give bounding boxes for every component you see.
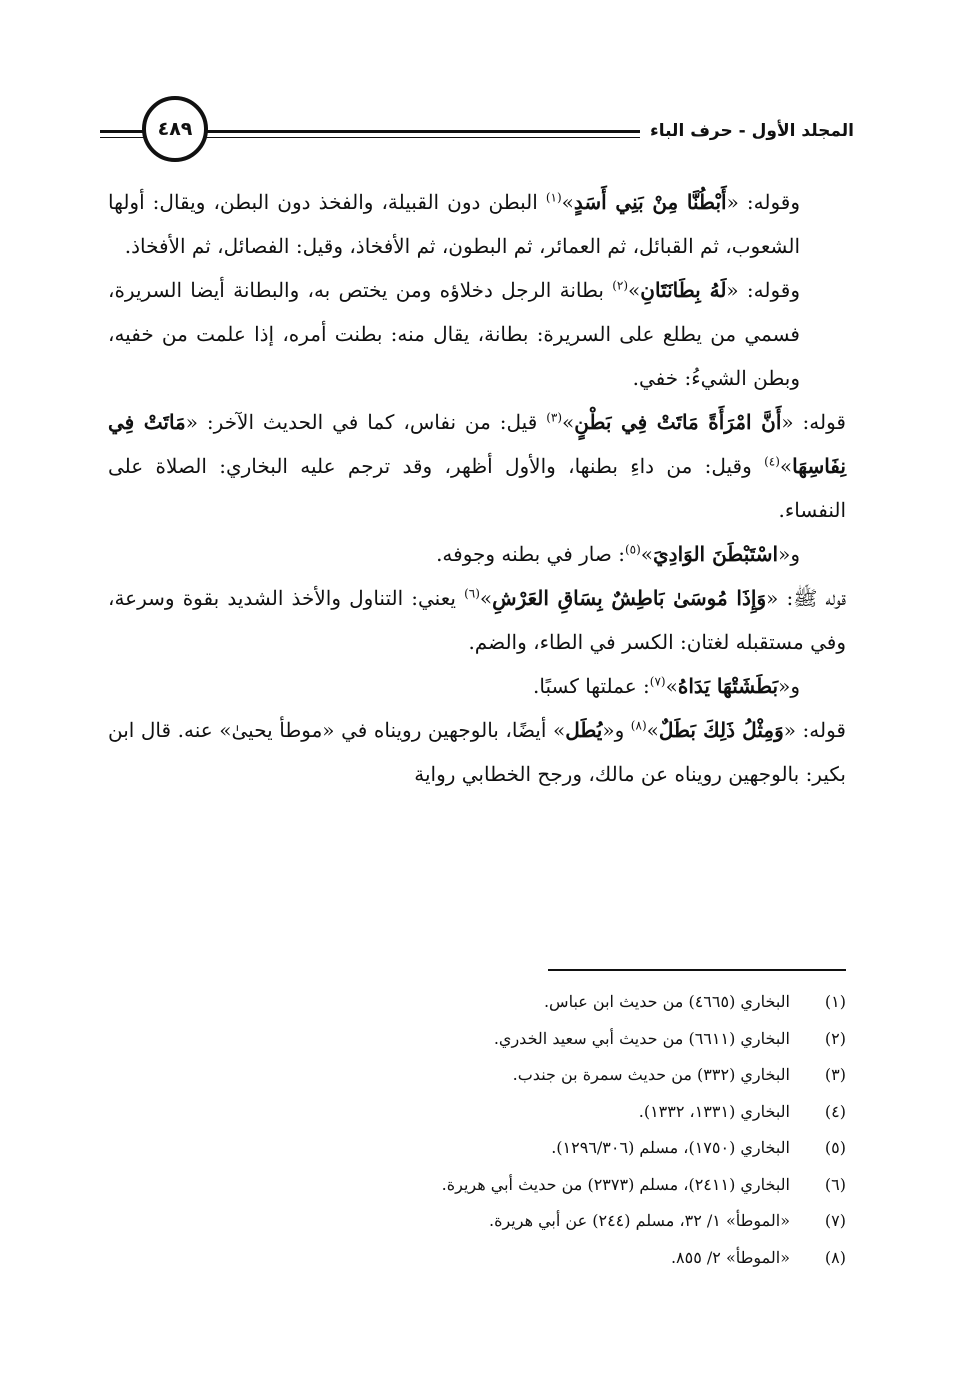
footnote-ref: (٤) [764,454,780,469]
footnote-ref: (٦) [464,586,480,601]
paragraph [108,532,846,576]
paragraph [108,180,846,268]
footnote-separator [548,969,846,971]
text-run: » [562,410,575,434]
footnote [108,1203,846,1240]
footnote-number: (٧) [824,1211,846,1230]
text-run: و« [602,718,631,742]
footnote-ref: (٣) [546,410,563,425]
footnote-text: «الموطأ» ٢/ ٨٥٥. [670,1247,790,1267]
page-number-badge [142,96,208,162]
paragraph [108,664,846,708]
text-run: » أيضًا، بالوجهين رويناه في «موطأ يحيىٰ» عنه. قال ابن بكير: بالوجهين رويناه عن مالك، ورجح الخطابي رواية [108,718,846,786]
text-run: » [779,454,793,478]
text-run: قيل: من نفاس، كما في الحديث الآخر: « [185,410,547,434]
text-run: : عملتها كسبًا. [533,674,650,698]
footnote-text: البخاري (٢٤١١)، مسلم (٢٣٧٣) من حديث أبي هريرة. [441,1174,790,1194]
hadith-quote: أَبْطُنَّا مِنْ بَنِي أَسَدٍ [573,190,727,214]
footnote [108,1021,846,1058]
footnote [108,1130,846,1167]
footnote [108,1094,846,1131]
page-number: ٤٨٩ [157,118,193,140]
footnote-number: (٤) [824,1101,846,1121]
footnote [108,1057,846,1094]
footnote-number: (٨) [824,1247,846,1267]
hadith-quote: وَمِثْلُ ذَلِكَ بَطَلٌ [658,718,784,742]
text-run: » [640,542,654,566]
footnote [108,1240,846,1277]
footnote-text: «الموطأ» ١/ ٣٢، مسلم (٢٤٤) عن أبي هريرة. [488,1211,790,1230]
hadith-quote: اسْتَبْطَنَ الوَادِيَ [653,542,779,566]
text-run: وقوله: « [726,190,800,214]
hadith-quote: وَإِذَا مُوسَىٰ بَاطِشٌ بِسَاقِ العَرْشِ [492,586,767,610]
footnote [108,1167,846,1204]
text-run: قوله: « [781,410,846,434]
text-run: : صار في بطنه وجوفه. [436,542,625,566]
text-run: » [479,586,493,610]
text-run: و« [778,542,800,566]
paragraph [108,708,846,796]
text-run: » [646,718,659,742]
text-run: بطانة الرجل دخلاؤه ومن يختص به، والبطانة أيضا السريرة، فسمي من يطلع على السريرة: بطانة، يقال منه: بطنت أمره، إذا علمت من خفيه، وبطن الشيءُ: خفي. [108,278,800,390]
footnote-ref: (١) [545,190,562,205]
text-run: يعني: التناول والأخذ الشديد بقوة وسرعة، وفي مستقبله لغتان: الكسر في الطاء، والضم. [108,586,846,654]
running-title: المجلد الأول - حرف الباء [640,116,860,146]
footnote-number: (٣) [824,1065,846,1084]
footnote [108,984,846,1021]
text-run: و« [778,674,800,698]
text-run: وقوله: « [726,278,801,302]
main-text [108,180,846,796]
footnote-text: البخاري (١٧٥٠)، مسلم (١٢٩٦/٣٠٦). [551,1138,790,1157]
text-run: » [561,190,574,214]
paragraph [108,400,846,532]
hadith-quote: مَاتَتْ فِي نِفَاسِهَا [108,410,846,478]
paragraph [108,268,846,400]
footnote-ref: (٧) [649,674,666,689]
footnote-number: (٥) [824,1138,846,1157]
text-run: » [665,674,678,698]
footnote-ref: (٨) [630,718,647,733]
text-run: قوله: « [783,718,846,742]
footnote-text: البخاري (٤٦٦٥) من حديث ابن عباس. [543,992,790,1011]
page-header [100,96,860,176]
text-run: » [628,278,641,302]
text-run: قوله ﷺ: « [766,586,846,610]
hadith-quote: يُطَل [565,718,603,742]
hadith-quote: بَطَشَتْهَا يَدَاهُ [677,674,779,698]
footnote-text: البخاري (٣٣٢) من حديث سمرة بن جندب. [512,1065,790,1084]
paragraph [108,576,846,664]
footnotes [108,984,846,1276]
hadith-quote: أَنَّ امْرَأَةً مَاتَتْ فِي بَطْنٍ [574,410,782,434]
footnote-text: البخاري (١٣٣١، ١٣٣٢). [638,1101,790,1121]
footnote-number: (١) [824,992,846,1011]
text-run: البطن دون القبيلة، والفخذ دون البطن، ويقال: أولها الشعوب، ثم القبائل، ثم العمائر، ثم البطون، ثم الأفخاذ، وقيل: الفصائل، ثم الأفخاذ. [108,190,800,258]
footnote-text: البخاري (٦٦١١) من حديث أبي سعيد الخدري. [493,1028,790,1048]
footnote-ref: (٥) [624,542,641,557]
text-run: وقيل: من داءِ بطنها، والأول أظهر، وقد ترجم عليه البخاري: الصلاة على النفساء. [108,454,846,522]
footnote-number: (٢) [824,1028,846,1048]
hadith-quote: لَهُ بِطَانَتَانِ [640,278,727,302]
footnote-number: (٦) [824,1174,846,1194]
footnote-ref: (٢) [612,278,629,293]
